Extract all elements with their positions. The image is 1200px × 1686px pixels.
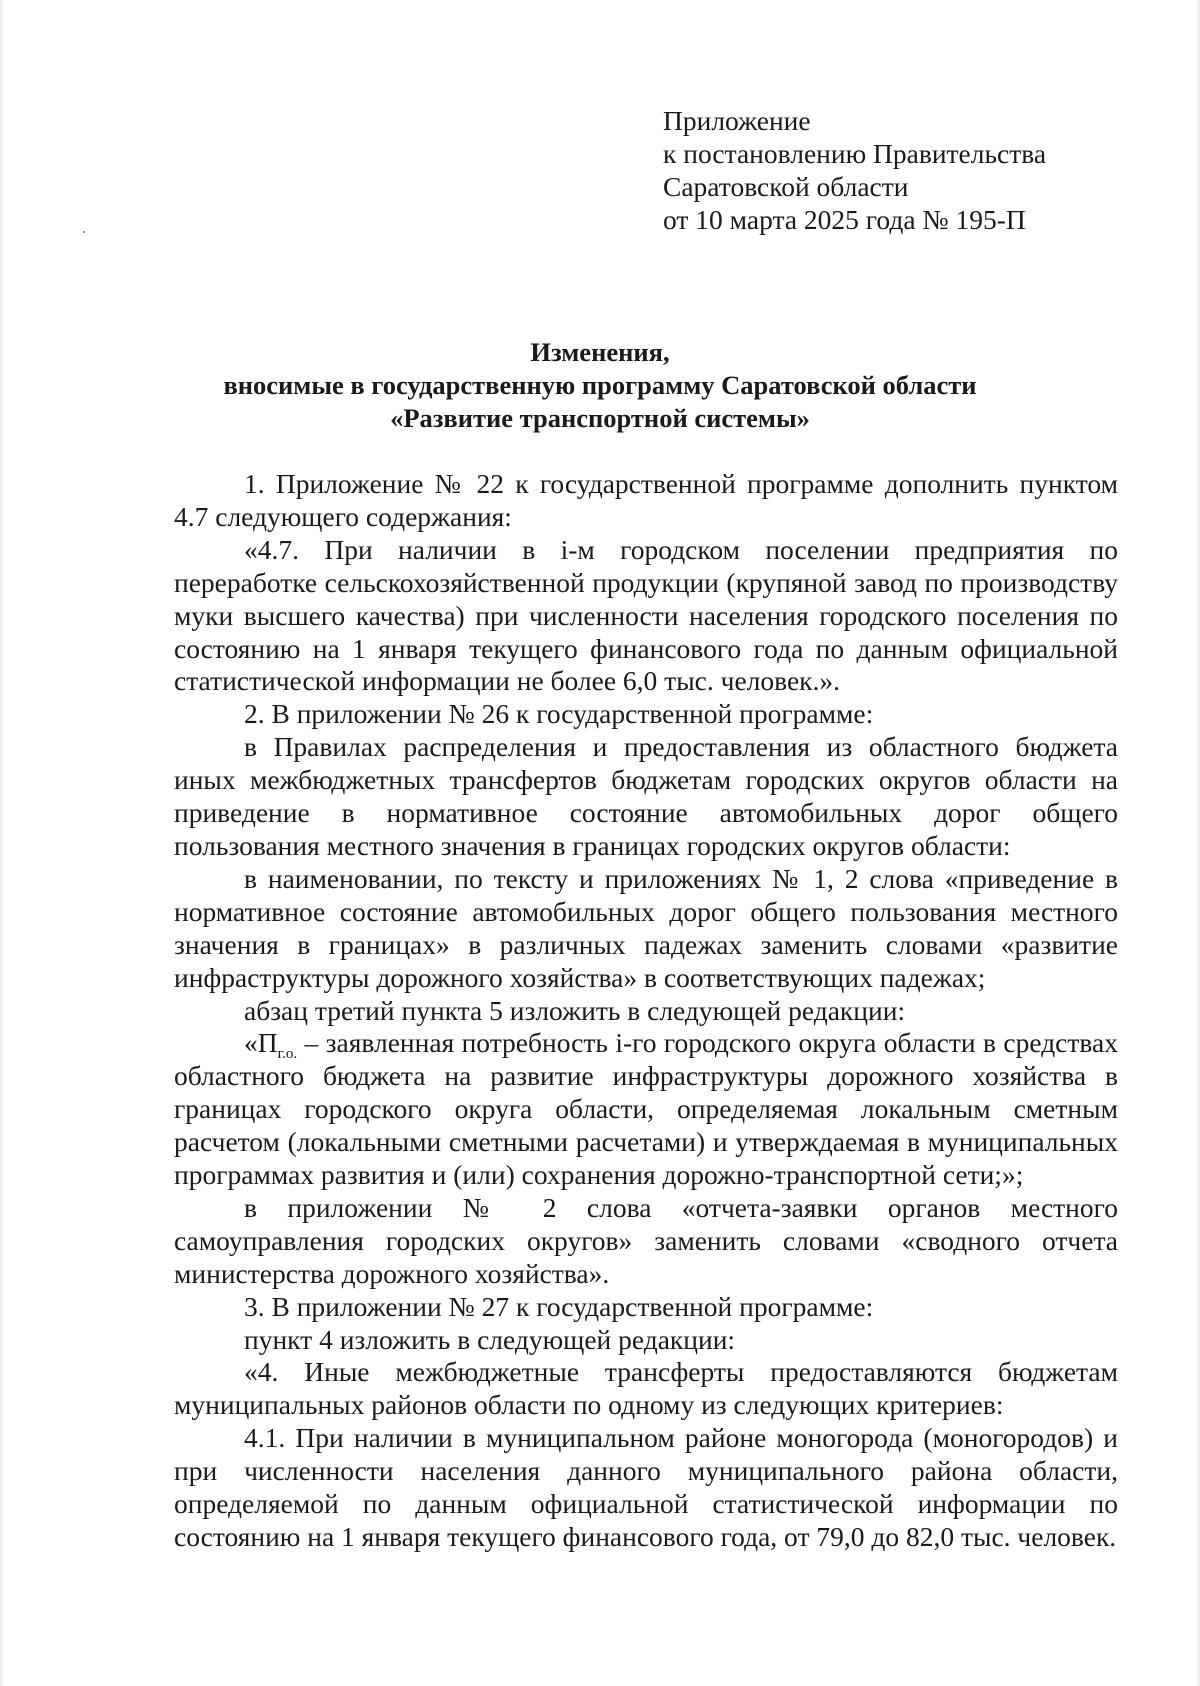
paragraph-4: в Правилах распределения и предоставления из областного бюджета иных межбюджетных трансфертов бюджетам городских округов области на приведение в нормативное состояние автомобильных дорог общего пользования местного значения в границах городских округов области: [174, 731, 1118, 861]
document-body [174, 468, 1118, 1554]
heading-line-1: Изменения, [530, 337, 670, 367]
scan-edge-left [0, 0, 4, 1686]
appendix-line-2: к постановлению Правительства [663, 138, 1047, 169]
appendix-block [663, 104, 1143, 236]
paragraph-12: 4.1. При наличии в муниципальном районе моногорода (моногородов) и при численности населения данного муниципального района области, определяемой по данным официальной статистической информации по состоянию на 1 января текущего финансового года, от 79,0 до 82,0 тыс. человек. [174, 1422, 1118, 1552]
paragraph-9: 3. В приложении № 27 к государственной программе: [244, 1290, 874, 1322]
scan-edge-right [1196, 0, 1200, 1686]
formula-subscript: г.о. [277, 1046, 298, 1063]
paragraph-2: «4.7. При наличии в i-м городском поселении предприятия по переработке сельскохозяйственной продукции (крупяной завод по производству муки высшего качества) при численности населения городского поселения по состоянию на 1 января текущего финансового года по данным официальной статистической информации не более 6,0 тыс. человек.». [174, 533, 1118, 697]
appendix-line-1: Приложение [663, 105, 811, 136]
heading-line-2: вносимые в государственную программу Саратовской области [223, 370, 977, 400]
paragraph-1: 1. Приложение № 22 к государственной программе дополнить пунктом 4.7 следующего содержания: [174, 468, 1118, 532]
document-heading [150, 336, 1050, 435]
paragraph-10: пункт 4 изложить в следующей редакции: [244, 1323, 736, 1355]
heading-line-3: «Развитие транспортной системы» [390, 403, 810, 433]
paragraph-11: «4. Иные межбюджетные трансферты предоставляются бюджетам муниципальных районов области по одному из следующих критериев: [174, 1356, 1118, 1421]
paragraph-7-text: – заявленная потребность i-го городского округа области в средствах областного бюджета на развитие инфраструктуры дорожного хозяйства в границах городского округа области, определяемая локальным сметным расчетом (локальными сметными расчетами) и утверждаемая в муниципальных программах развития и (или) сохранения дорожно-транспортной сети;»; [174, 1027, 1118, 1191]
paragraph-6: абзац третий пункта 5 изложить в следующей редакции: [244, 994, 906, 1026]
appendix-line-3: Саратовской области [663, 171, 909, 202]
paragraph-8: в приложении № 2 слова «отчета-заявки органов местного самоуправления городских округов» заменить словами «сводного отчета министерства дорожного хозяйства». [174, 1191, 1118, 1289]
appendix-line-4: от 10 марта 2025 года № 195-П [663, 204, 1026, 235]
paragraph-5: в наименовании, по тексту и приложениях № 1, 2 слова «приведение в нормативное состояние автомобильных дорог общего пользования местного значения в границах» в различных падежах заменить словами «развитие инфраструктуры дорожного хозяйства» в соответствующих падежах; [174, 862, 1118, 993]
formula-symbol: «П [244, 1027, 278, 1059]
paragraph-3: 2. В приложении № 26 к государственной программе: [244, 698, 874, 730]
scan-speck [83, 231, 85, 233]
paragraph-7 [174, 1027, 1118, 1192]
